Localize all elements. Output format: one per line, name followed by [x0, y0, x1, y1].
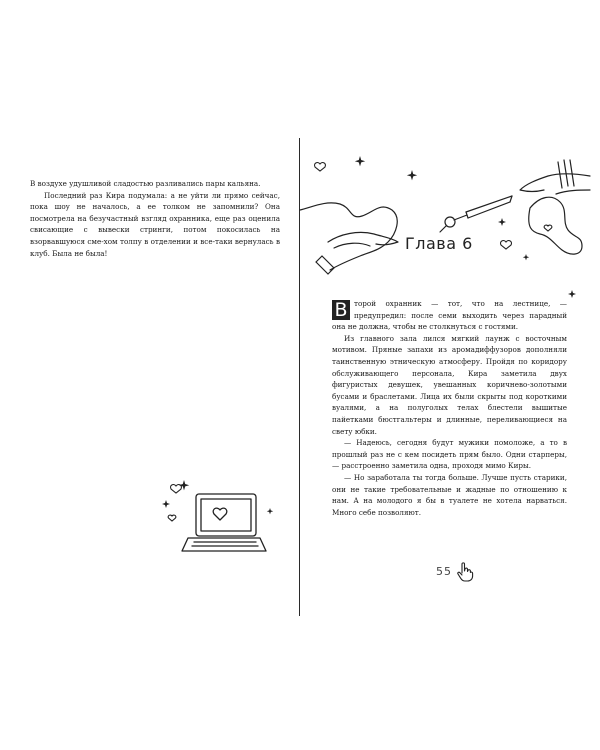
pointing-hand-icon — [456, 562, 474, 582]
right-page-text — [332, 298, 567, 518]
chapter-header-illustration — [300, 138, 590, 298]
right-paragraph-2: Из главного зала лился мягкий лаунж с восточным мотивом. Пряные запахи из аромадиффузоров дополняли таинственную этническую атмосферу. Пройдя по коридору обслуживающего персонала, Кира заметила двух фигуристых девушек, увешанных коричнево-золотыми бусами и браслетами. Лица их были скрыты под короткими вуалями, а на полуголых телах блестели вышитые пайетками бюстгальтеры и длинные, переливающиеся на свету юбки. — [332, 333, 567, 436]
page-number: 55 — [436, 565, 452, 578]
drop-cap: В — [332, 300, 350, 320]
left-page-text — [30, 178, 280, 259]
chapter-title: Глава 6 — [405, 234, 473, 253]
right-paragraph-1-text: торой охранник — тот, что на лестнице, — предупредил: после семи выходить через парадный она не должна, чтобы не столкнуться с гостями. — [332, 299, 567, 332]
left-paragraph-2: Последний раз Кира подумала: а не уйти ли прямо сейчас, пока шоу не началось, а ее толком не запомнили? Она посмотрела на безучастный взгляд охранника, еще раз оценила свисающие с вывески стринги, потом покосилась на взорвавшуюся сме-хом толпу в отделении и все-таки вернулась в клуб. Была не была! — [30, 190, 280, 258]
right-paragraph-3: — Надеюсь, сегодня будут мужики помоложе, а то в прошлый раз не с кем посидеть прям было. Одни старперы, — расстроенно заметила одна, проходя мимо Киры. — [332, 438, 567, 471]
right-paragraph-1 — [332, 298, 567, 333]
right-paragraph-4: — Но заработала ты тогда больше. Лучше пусть старики, они не такие требовательные и жадные по отношению к нам. А на молодого я бы в туалете не хотела нарваться. Много себе позволяют. — [332, 472, 567, 517]
left-paragraph-1: В воздухе удушливой сладостью разливались пары кальяна. — [30, 179, 261, 188]
laptop-illustration — [160, 478, 280, 558]
